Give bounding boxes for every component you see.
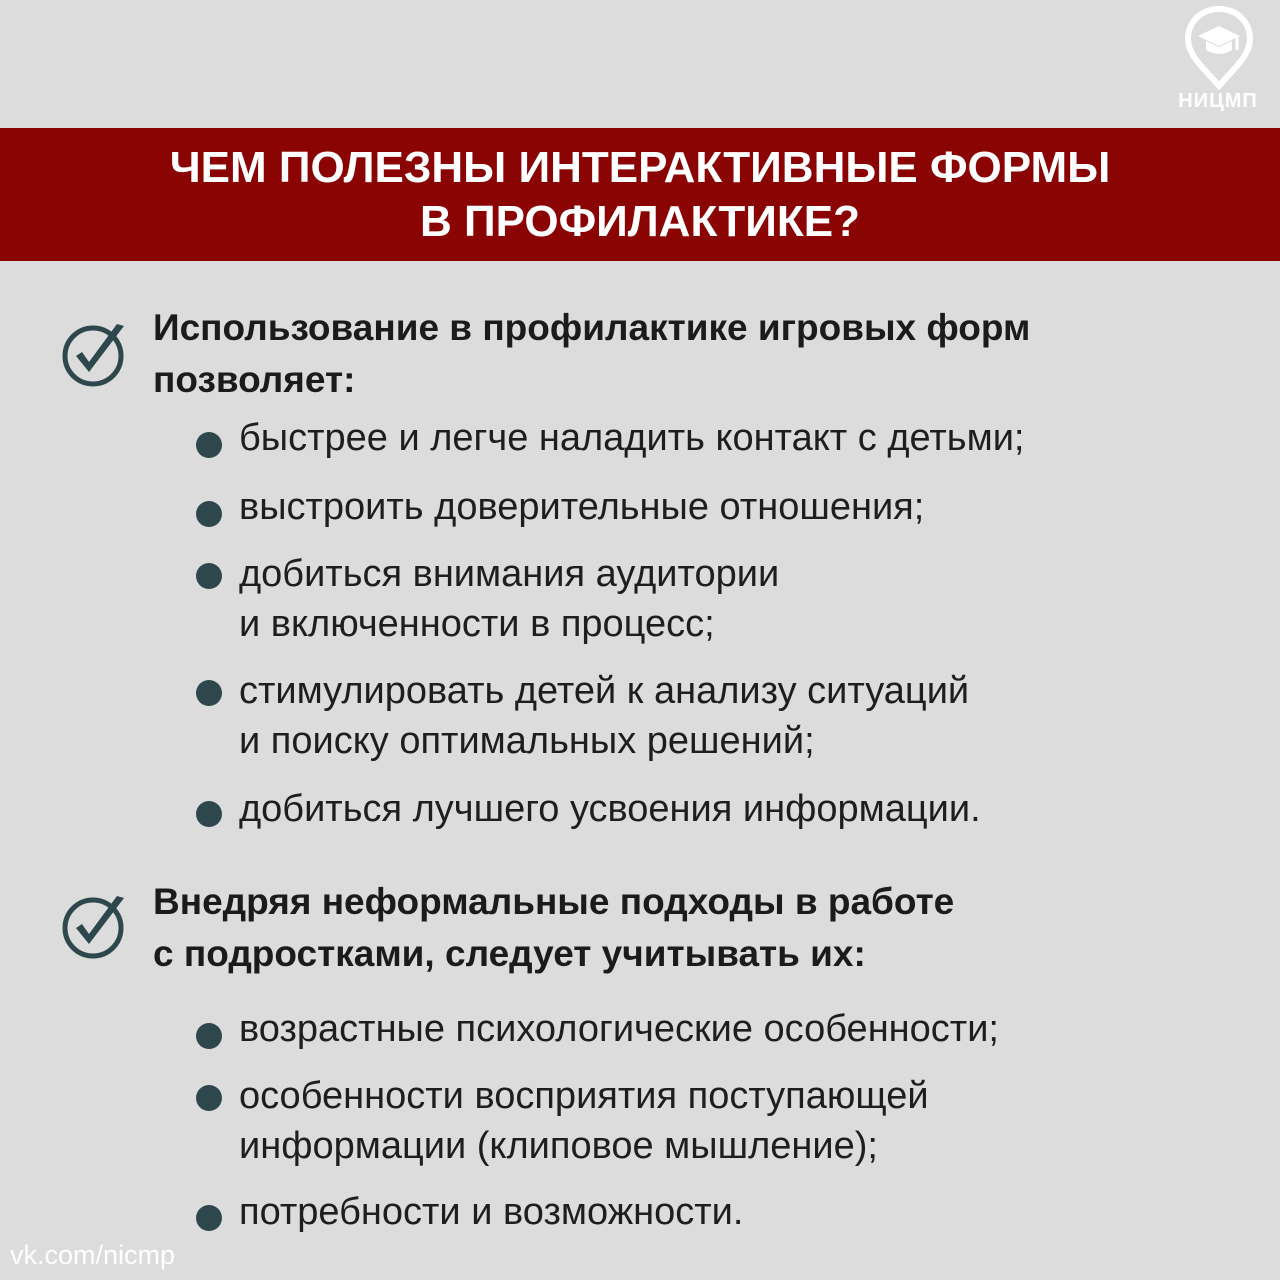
heading-line-2: с подростками, следует учитывать их: bbox=[153, 933, 866, 974]
bullet-dot bbox=[196, 563, 222, 589]
section-heading bbox=[153, 876, 1253, 980]
list-item-text: добиться лучшего усвоения информации. bbox=[239, 788, 981, 830]
bullet-dot bbox=[196, 1085, 222, 1111]
list-item-text: потребности и возможности. bbox=[239, 1191, 744, 1233]
section-heading bbox=[153, 302, 1253, 406]
bullet-dot bbox=[196, 501, 222, 527]
logo bbox=[1170, 6, 1270, 114]
bullet-dot bbox=[196, 432, 222, 458]
bullet-dot bbox=[196, 801, 222, 827]
heading-line-2: позволяет: bbox=[153, 359, 356, 400]
list-item-text: информации (клиповое мышление); bbox=[239, 1125, 878, 1167]
title-line-1: ЧЕМ ПОЛЕЗНЫ ИНТЕРАКТИВНЫЕ ФОРМЫ bbox=[169, 142, 1111, 192]
footer-url[interactable]: vk.com/nicmp bbox=[10, 1240, 176, 1270]
title-line-2: В ПРОФИЛАКТИКЕ? bbox=[420, 196, 860, 246]
bullet-dot bbox=[196, 1023, 222, 1049]
list-item-text: добиться внимания аудитории bbox=[239, 553, 780, 595]
list-item-text: стимулировать детей к анализу ситуаций bbox=[239, 670, 970, 712]
graduation-cap-pin-icon bbox=[1184, 6, 1254, 90]
logo-text: НИЦМП bbox=[1178, 90, 1258, 112]
list-item-text: выстроить доверительные отношения; bbox=[239, 486, 925, 528]
heading-line-1: Внедряя неформальные подходы в работе bbox=[153, 881, 955, 922]
list-item-text: возрастные психологические особенности; bbox=[239, 1008, 999, 1050]
list-item-text: быстрее и легче наладить контакт с детьми; bbox=[239, 417, 1025, 459]
list-item-text: особенности восприятия поступающей bbox=[239, 1075, 929, 1117]
title-banner bbox=[0, 128, 1280, 261]
heading-line-1: Использование в профилактике игровых форм bbox=[153, 307, 1031, 348]
bullet-dot bbox=[196, 680, 222, 706]
checkmark-circle-icon bbox=[62, 320, 130, 388]
bullet-dot bbox=[196, 1205, 222, 1231]
checkmark-circle-icon bbox=[62, 892, 130, 960]
list-item-text: и включенности в процесс; bbox=[239, 603, 715, 645]
list-item-text: и поиску оптимальных решений; bbox=[239, 720, 815, 762]
